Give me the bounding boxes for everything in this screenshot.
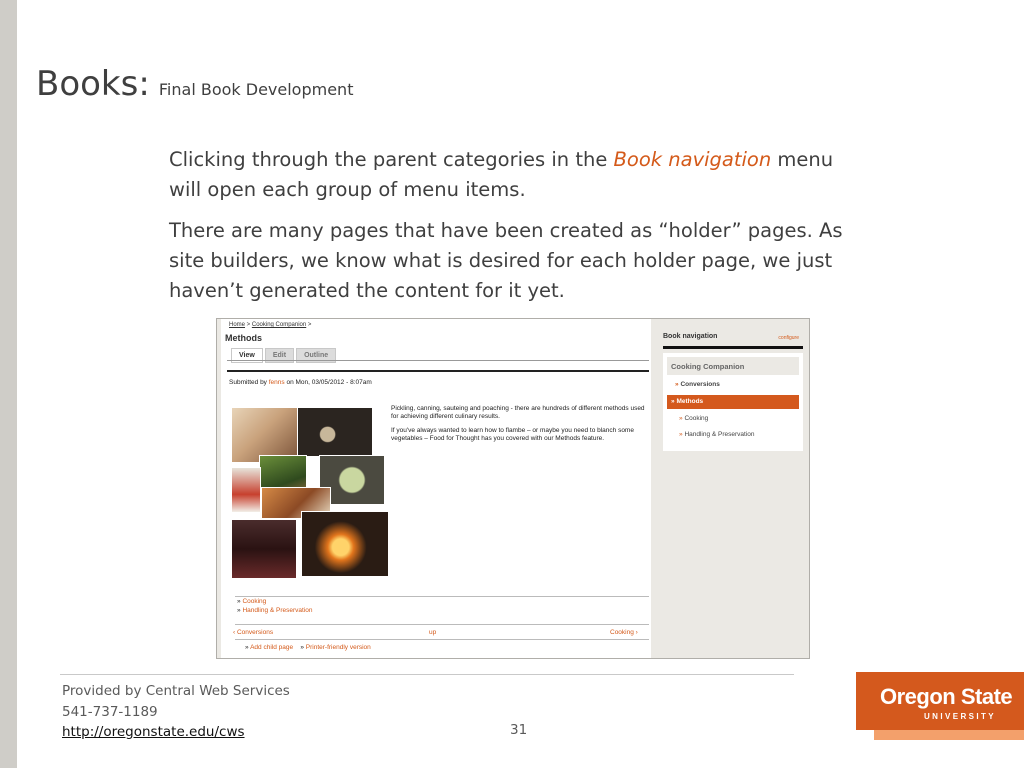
tab-divider xyxy=(227,360,649,361)
photo-jars xyxy=(231,519,297,579)
tab-outline[interactable]: Outline xyxy=(296,348,336,363)
embedded-screenshot xyxy=(216,318,810,659)
tab-edit[interactable]: Edit xyxy=(265,348,294,363)
logo-wordmark: Oregon State xyxy=(880,684,1013,709)
nav-item-conversions[interactable]: » Conversions xyxy=(675,381,720,388)
footer-phone: 541-737-1189 xyxy=(62,703,158,720)
child-link-handling[interactable]: » Handling & Preservation xyxy=(237,607,313,614)
book-navigation-block xyxy=(663,333,803,438)
breadcrumb-cooking-companion-link[interactable]: Cooking Companion xyxy=(251,322,307,328)
pager-up-link[interactable]: up xyxy=(429,629,437,636)
paragraph-book-navigation: Clicking through the parent categories in the Book navigation menu will open each group of menu items. xyxy=(169,148,834,201)
page-number: 31 xyxy=(510,722,528,738)
pager-next-link[interactable]: Cooking › xyxy=(610,629,638,636)
book-navigation-menu xyxy=(663,353,803,451)
nav-item-handling[interactable]: » Handling & Preservation xyxy=(679,431,755,438)
screenshot-content-area xyxy=(221,319,651,658)
body-text xyxy=(169,145,869,306)
content-divider xyxy=(227,370,649,372)
title-main: Books: xyxy=(36,64,150,104)
book-name-header[interactable]: Cooking Companion xyxy=(667,357,799,375)
left-accent-bar xyxy=(0,0,17,768)
child-link-cooking[interactable]: » Cooking xyxy=(237,598,267,605)
node-links xyxy=(245,644,371,651)
body-paragraph: If you've always wanted to learn how to flambe – or maybe you need to blanch some vegetables – Food for Thought has you covered with our Methods feature. xyxy=(391,426,634,443)
oregon-state-logo xyxy=(856,672,1024,740)
breadcrumb: Home > Cooking Companion > xyxy=(229,322,312,328)
logo-university-text: UNIVERSITY xyxy=(924,712,997,721)
footer-cws-link[interactable]: http://oregonstate.edu/cws xyxy=(62,724,245,740)
pager-divider-top xyxy=(235,624,649,625)
tab-view[interactable]: View xyxy=(231,348,263,363)
pager-prev-link[interactable]: ‹ Conversions xyxy=(233,629,274,636)
nav-item-methods[interactable]: » Methods xyxy=(667,395,799,409)
book-navigation-title: Book navigation xyxy=(663,333,718,340)
nav-divider xyxy=(663,346,803,349)
pager-divider-bottom xyxy=(235,639,649,640)
footer-contact xyxy=(62,681,290,743)
add-child-page-link[interactable]: » Add child page xyxy=(245,644,294,651)
footer-provider: Provided by Central Web Services xyxy=(62,683,290,699)
food-photo-collage xyxy=(231,407,391,579)
breadcrumb-home-link[interactable]: Home xyxy=(229,322,246,328)
configure-link[interactable]: configure xyxy=(778,335,799,341)
photo-flambe xyxy=(301,511,389,577)
body-paragraph: Pickling, canning, sauteing and poaching - there are hundreds of different methods used for achieving different culinary results. xyxy=(391,405,645,421)
photo-pan-top xyxy=(297,407,373,457)
nav-item-cooking[interactable]: » Cooking xyxy=(679,415,709,422)
slide-title xyxy=(36,64,353,104)
page-body-text xyxy=(391,405,651,444)
child-links-divider xyxy=(235,596,649,597)
printer-friendly-link[interactable]: » Printer-friendly version xyxy=(300,644,371,651)
book-navigation-term: Book navigation xyxy=(613,148,772,171)
page-title: Methods xyxy=(225,333,262,343)
photo-tomatoes xyxy=(231,467,261,513)
author-link[interactable]: fenns xyxy=(268,379,285,386)
paragraph-holder-pages: There are many pages that have been created as “holder” pages. As site builders, we know what is desired for each holder page, we just haven’t generated the content for it yet. xyxy=(169,219,843,302)
footer-divider xyxy=(60,674,794,675)
submitted-info: Submitted by fenns on Mon, 03/05/2012 - 8:07am xyxy=(229,379,372,386)
title-subtitle: Final Book Development xyxy=(158,80,354,99)
